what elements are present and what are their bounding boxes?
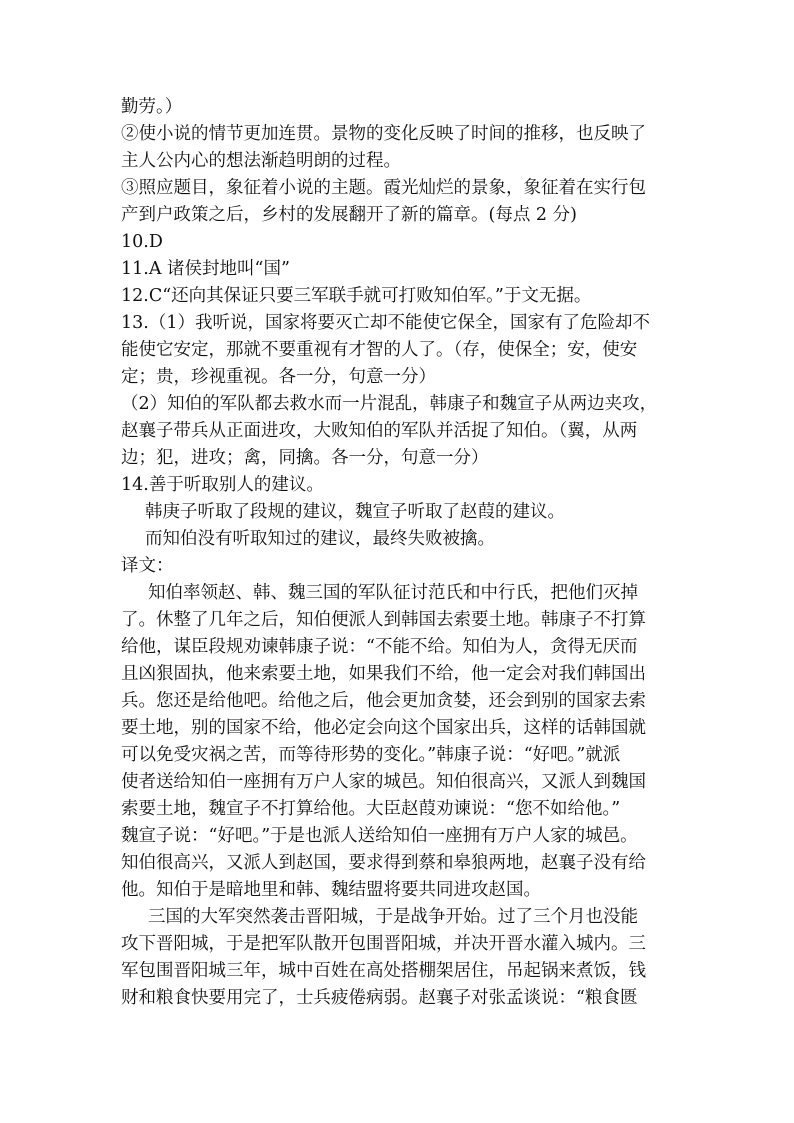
text-line: 知伯率领赵、韩、魏三国的军队征讨范氏和中行氏，把他们灭掉 bbox=[148, 583, 638, 603]
text-line: 了。休整了几年之后，知伯便派人到韩国去索要土地。韩康子不打算 bbox=[121, 610, 646, 630]
text-line: 能使它安定，那就不要重视有才智的人了。（存，使保全；安，使安 bbox=[121, 340, 638, 360]
text-line: 且凶狠固执，他来索要土地，如果我们不给，他一定会对我们韩国出 bbox=[121, 664, 646, 684]
text-line: 三国的大军突然袭击晋阳城，于是战争开始。过了三个月也没能 bbox=[148, 907, 638, 927]
text-line: 11.A 诸侯封地叫“国” bbox=[121, 259, 290, 279]
text-line: 魏宣子说：“好吧。”于是也派人送给知伯一座拥有万户人家的城邑。 bbox=[121, 826, 638, 846]
text-line: 可以免受灾祸之苦，而等待形势的变化。”韩康子说：“好吧。”就派 bbox=[121, 745, 621, 765]
text-line: 财和粮食快要用完了，士兵疲倦病弱。赵襄子对张孟谈说：“粮食匮 bbox=[121, 988, 638, 1008]
text-line: 边；犯，进攻；禽，同擒。各一分，句意一分） bbox=[121, 448, 489, 468]
text-line: 韩庚子听取了段规的建议，魏宣子听取了赵葭的建议。 bbox=[145, 502, 565, 522]
text-line: 13.（1）我听说，国家将要灭亡却不能使它保全，国家有了危险却不 bbox=[121, 313, 650, 333]
text-line: 攻下晋阳城，于是把军队散开包围晋阳城，并决开晋水灌入城内。三 bbox=[121, 934, 646, 954]
text-line: 军包围晋阳城三年，城中百姓在高处搭棚架居住，吊起锅来煮饭，钱 bbox=[121, 961, 646, 981]
text-line: 要土地，别的国家不给，他必定会向这个国家出兵，这样的话韩国就 bbox=[121, 718, 646, 738]
text-line: 10.D bbox=[121, 232, 163, 252]
text-line: ②使小说的情节更加连贯。景物的变化反映了时间的推移，也反映了 bbox=[121, 124, 646, 144]
text-line: 译文： bbox=[121, 556, 174, 576]
text-line: 兵。您还是给他吧。给他之后，他会更加贪婪，还会到别的国家去索 bbox=[121, 691, 646, 711]
text-line: 给他，谋臣段规劝谏韩康子说：“不能不给。知伯为人，贪得无厌而 bbox=[121, 637, 638, 657]
text-line: 索要土地，魏宣子不打算给他。大臣赵葭劝谏说：“您不如给他。” bbox=[121, 799, 621, 819]
text-line: ③照应题目，象征着小说的主题。霞光灿烂的景象，象征着在实行包 bbox=[121, 178, 646, 198]
text-line: 而知伯没有听取知过的建议，最终失败被擒。 bbox=[145, 529, 495, 549]
text-line: 赵襄子带兵从正面进攻，大败知伯的军队并活捉了知伯。（翼，从两 bbox=[121, 421, 638, 441]
text-line: （2）知伯的军队都去救水而一片混乱，韩康子和魏宣子从两边夹攻， bbox=[121, 394, 658, 414]
text-line: 12.C“还向其保证只要三军联手就可打败知伯军。”于文无据。 bbox=[121, 286, 592, 306]
text-line: 知伯很高兴，又派人到赵国，要求得到蔡和皋狼两地，赵襄子没有给 bbox=[121, 853, 646, 873]
text-line: 产到户政策之后，乡村的发展翻开了新的篇章。(每点 2 分) bbox=[121, 205, 577, 225]
text-line: 14.善于听取别人的建议。 bbox=[121, 475, 324, 495]
text-line: 定；贵，珍视重视。各一分，句意一分） bbox=[121, 367, 436, 387]
text-line: 主人公内心的想法渐趋明朗的过程。 bbox=[121, 151, 401, 171]
text-line: 勤劳。） bbox=[121, 97, 183, 117]
text-line: 使者送给知伯一座拥有万户人家的城邑。知伯很高兴，又派人到魏国 bbox=[121, 772, 646, 792]
text-line: 他。知伯于是暗地里和韩、魏结盟将要共同进攻赵国。 bbox=[121, 880, 541, 900]
